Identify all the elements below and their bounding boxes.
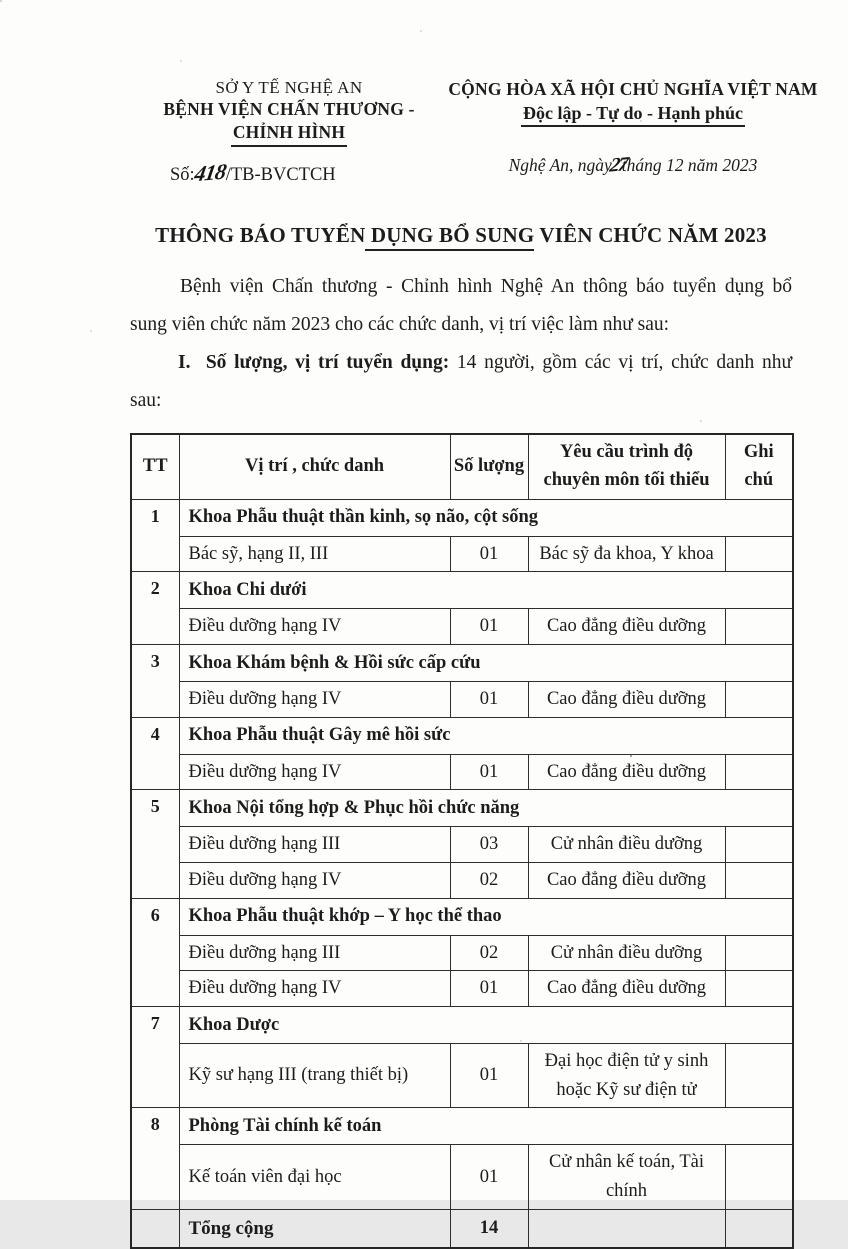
- group-name: Khoa Khám bệnh & Hồi sức cấp cứu: [179, 645, 793, 682]
- table-group-row: [131, 1108, 793, 1145]
- col-header-tt: TT: [131, 434, 179, 499]
- national-motto-line1: CỘNG HÒA XÃ HỘI CHỦ NGHĨA VIỆT NAM: [448, 79, 818, 99]
- document-header: [0, 0, 848, 186]
- table-row: [131, 863, 793, 899]
- table-row: [131, 682, 793, 718]
- group-number: 4: [131, 717, 179, 790]
- col-header-note: Ghi chú: [725, 434, 793, 499]
- cell-note: [725, 827, 793, 863]
- cell-qty: 02: [450, 863, 528, 899]
- cell-note: [725, 682, 793, 718]
- total-tt-empty: [131, 1209, 179, 1248]
- table-row: [131, 1044, 793, 1108]
- cell-requirement: Cao đẳng điều dưỡng: [528, 971, 725, 1007]
- section-1-rest: 14 người, gồm các vị trí, chức danh như: [456, 352, 793, 374]
- group-number: 6: [131, 898, 179, 1006]
- group-number: 5: [131, 790, 179, 898]
- org-name-line1: BỆNH VIỆN CHẤN THƯƠNG -: [163, 99, 415, 119]
- issuing-org-block: [136, 78, 442, 186]
- group-name: Khoa Phẫu thuật khớp – Y học thể thao: [179, 898, 793, 935]
- cell-position: Điều dưỡng hạng IV: [179, 609, 450, 645]
- total-label: Tổng cộng: [179, 1209, 450, 1248]
- doc-number-handwritten: 418: [192, 158, 228, 187]
- group-number: 2: [131, 572, 179, 645]
- cell-requirement: Cao đẳng điều dưỡng: [528, 609, 725, 645]
- cell-note: [725, 935, 793, 971]
- national-motto-line2: Độc lập - Tự do - Hạnh phúc: [442, 103, 824, 127]
- org-name-line2: CHỈNH HÌNH: [136, 121, 442, 147]
- cell-qty: 01: [450, 609, 528, 645]
- cell-position: Điều dưỡng hạng IV: [179, 863, 450, 899]
- intro-paragraph: [130, 268, 792, 344]
- group-name: Khoa Phẫu thuật Gây mê hồi sức: [179, 717, 793, 754]
- cell-note: [725, 1044, 793, 1108]
- cell-requirement: Bác sỹ đa khoa, Y khoa: [528, 536, 725, 572]
- table-group-row: [131, 1007, 793, 1044]
- document-number: [136, 160, 442, 186]
- table-group-row: [131, 572, 793, 609]
- section-1-heading-line: [130, 344, 792, 382]
- group-name: Phòng Tài chính kế toán: [179, 1108, 793, 1145]
- total-req-empty: [528, 1209, 725, 1248]
- cell-requirement: Đại học điện tử y sinh hoặc Kỹ sư điện tử: [528, 1044, 725, 1108]
- recruitment-table: [130, 433, 794, 1249]
- title-pre: THÔNG BÁO TUYỂN: [155, 223, 366, 248]
- group-name: Khoa Chi dưới: [179, 572, 793, 609]
- doc-number-label: Số:: [170, 165, 195, 186]
- cell-requirement: Cao đẳng điều dưỡng: [528, 754, 725, 790]
- table-row: [131, 935, 793, 971]
- table-header-row: [131, 434, 793, 499]
- cell-qty: 02: [450, 935, 528, 971]
- table-group-row: [131, 898, 793, 935]
- scan-speckles: [0, 0, 2, 2]
- cell-requirement: Cao đẳng điều dưỡng: [528, 682, 725, 718]
- table-group-row: [131, 645, 793, 682]
- total-note-empty: [725, 1209, 793, 1248]
- cell-requirement: Cử nhân điều dưỡng: [528, 935, 725, 971]
- date-prefix: Nghệ An, ngày: [508, 155, 612, 176]
- cell-position: Điều dưỡng hạng III: [179, 935, 450, 971]
- table-group-row: [131, 499, 793, 536]
- group-number: 7: [131, 1007, 179, 1108]
- cell-position: Điều dưỡng hạng IV: [179, 682, 450, 718]
- cell-position: Kế toán viên đại học: [179, 1145, 450, 1209]
- table-group-row: [131, 717, 793, 754]
- section-1-tail: sau:: [130, 390, 162, 412]
- section-1-label: I.: [178, 352, 191, 374]
- cell-qty: 01: [450, 971, 528, 1007]
- title-underlined: DỤNG BỔ SUNG: [365, 223, 534, 251]
- cell-note: [725, 971, 793, 1007]
- table-row: [131, 609, 793, 645]
- col-header-position: Vị trí , chức danh: [179, 434, 450, 499]
- group-number: 1: [131, 499, 179, 572]
- org-parent-name: SỞ Y TẾ NGHỆ AN: [215, 78, 363, 97]
- cell-qty: 03: [450, 827, 528, 863]
- cell-position: Điều dưỡng hạng IV: [179, 754, 450, 790]
- col-header-qty: Số lượng: [450, 434, 528, 499]
- cell-qty: 01: [450, 1044, 528, 1108]
- title-post: VIÊN CHỨC NĂM 2023: [534, 223, 767, 248]
- cell-qty: 01: [450, 682, 528, 718]
- cell-qty: 01: [450, 536, 528, 572]
- group-name: Khoa Phẫu thuật thần kinh, sọ não, cột sống: [179, 499, 793, 536]
- cell-note: [725, 536, 793, 572]
- cell-note: [725, 754, 793, 790]
- col-header-requirement: Yêu cầu trình độ chuyên môn tối thiểu: [528, 434, 725, 499]
- cell-requirement: Cao đẳng điều dưỡng: [528, 863, 725, 899]
- intro-line-2: sung viên chức năm 2023 cho các chức danh, vị trí việc làm như sau:: [130, 314, 670, 336]
- cell-position: Điều dưỡng hạng IV: [179, 971, 450, 1007]
- cell-position: Điều dưỡng hạng III: [179, 827, 450, 863]
- group-name: Khoa Nội tổng hợp & Phục hồi chức năng: [179, 790, 793, 827]
- document-content: [130, 223, 792, 1249]
- cell-note: [725, 609, 793, 645]
- table-row: [131, 536, 793, 572]
- cell-note: [725, 1145, 793, 1209]
- cell-position: Kỹ sư hạng III (trang thiết bị): [179, 1044, 450, 1108]
- place-date-line: [442, 154, 824, 177]
- cell-position: Bác sỹ, hạng II, III: [179, 536, 450, 572]
- table-group-row: [131, 790, 793, 827]
- doc-number-suffix: /TB-BVCTCH: [225, 165, 336, 186]
- cell-requirement: Cử nhân điều dưỡng: [528, 827, 725, 863]
- table-row: [131, 754, 793, 790]
- table-row: [131, 1145, 793, 1209]
- group-number: 3: [131, 645, 179, 718]
- section-1-bold-text: Số lượng, vị trí tuyển dụng:: [205, 352, 450, 374]
- cell-qty: 01: [450, 1145, 528, 1209]
- group-number: 8: [131, 1108, 179, 1209]
- cell-note: [725, 863, 793, 899]
- group-name: Khoa Dược: [179, 1007, 793, 1044]
- cell-requirement: Cử nhân kế toán, Tài chính: [528, 1145, 725, 1209]
- intro-line-1: Bệnh viện Chấn thương - Chỉnh hình Nghệ An thông báo tuyển dụng bổ: [180, 276, 792, 298]
- table-row: [131, 827, 793, 863]
- table-total-row: [131, 1209, 793, 1248]
- document-title: [130, 223, 792, 248]
- national-heading-block: [442, 78, 824, 186]
- table-row: [131, 971, 793, 1007]
- section-1: [130, 344, 792, 420]
- total-qty: 14: [450, 1209, 528, 1248]
- date-suffix: tháng 12 năm 2023: [621, 155, 758, 176]
- date-day-handwritten: 27: [607, 153, 628, 177]
- cell-qty: 01: [450, 754, 528, 790]
